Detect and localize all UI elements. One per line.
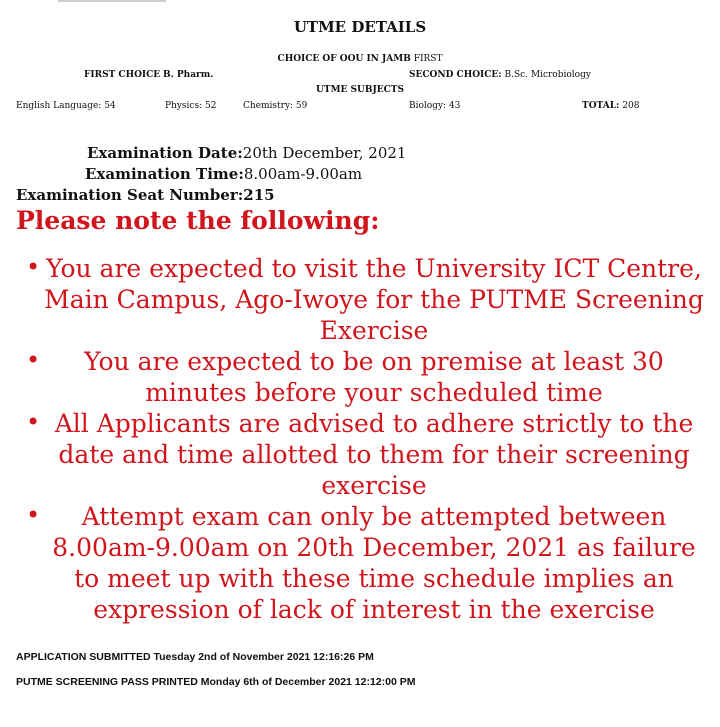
- notice-list: [0, 253, 720, 625]
- notice-item-text: Attempt exam can only be attempted between 8.00am-9.00am on 20th December, 2021 as failure to meet up with these time schedule implies an expression of lack of interest in the exercise: [52, 502, 696, 624]
- subject-chemistry: Chemistry: 59: [243, 101, 308, 111]
- first-choice-value: B. Pharm.: [163, 70, 214, 80]
- bullet-icon: •: [26, 253, 41, 281]
- total-score: [582, 101, 639, 111]
- notice-item: [0, 501, 720, 625]
- notice-item-text: All Applicants are advised to adhere strictly to the date and time allotted to them for their screening exercise: [54, 409, 694, 500]
- total-label: TOTAL:: [582, 101, 620, 111]
- utme-title: UTME DETAILS: [293, 18, 427, 36]
- second-choice-value: B.Sc. Microbiology: [504, 70, 591, 80]
- top-divider: [58, 0, 166, 2]
- bullet-icon: •: [26, 501, 41, 529]
- notice-item: [0, 253, 720, 346]
- choice-label: CHOICE OF OOU IN JAMB: [277, 54, 411, 64]
- bullet-icon: •: [26, 346, 41, 374]
- subject-physics: Physics: 52: [165, 101, 217, 111]
- notice-item: [0, 408, 720, 501]
- notice-item: [0, 346, 720, 408]
- first-choice-label: FIRST CHOICE: [84, 70, 161, 80]
- choice-value: FIRST: [413, 54, 443, 64]
- application-submitted: APPLICATION SUBMITTED Tuesday 2nd of November 2021 12:16:26 PM: [16, 651, 374, 663]
- second-choice-label: SECOND CHOICE:: [409, 70, 502, 80]
- exam-seat-value: 215: [243, 186, 275, 204]
- exam-seat: [16, 186, 275, 204]
- exam-time-label: Examination Time:: [85, 165, 244, 183]
- exam-seat-label: Examination Seat Number:: [16, 186, 244, 204]
- subject-biology: Biology: 43: [409, 101, 461, 111]
- exam-date: [87, 144, 406, 162]
- exam-time: [85, 165, 362, 183]
- subject-english: English Language: 54: [16, 101, 116, 111]
- second-choice: [409, 70, 591, 80]
- subjects-heading: UTME SUBJECTS: [316, 85, 404, 95]
- first-choice: [84, 70, 213, 80]
- bullet-icon: •: [26, 408, 41, 436]
- notice-item-text: You are expected to be on premise at least 30 minutes before your scheduled time: [84, 347, 664, 407]
- notice-item-text: You are expected to visit the University ICT Centre, Main Campus, Ago-Iwoye for the PUTME Screening Exercise: [44, 254, 704, 345]
- choice-row: [0, 54, 720, 64]
- pass-printed: PUTME SCREENING PASS PRINTED Monday 6th of December 2021 12:12:00 PM: [16, 676, 416, 688]
- exam-time-value: 8.00am-9.00am: [243, 165, 363, 183]
- exam-date-value: 20th December, 2021: [242, 144, 407, 162]
- total-value: 208: [622, 101, 640, 111]
- notice-heading: Please note the following:: [16, 206, 380, 235]
- exam-date-label: Examination Date:: [87, 144, 243, 162]
